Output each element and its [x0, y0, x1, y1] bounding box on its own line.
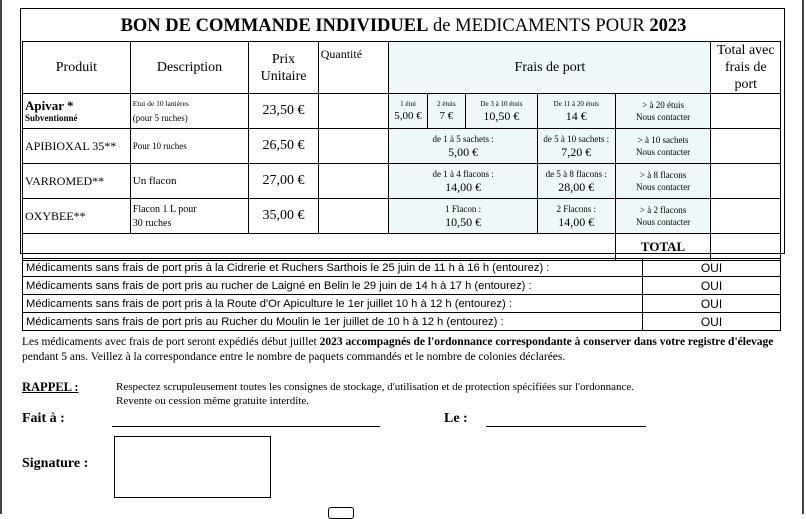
fee-value: 14 €: [565, 108, 587, 123]
fee-value: 10,50 €: [483, 108, 520, 123]
fee-value: 7,20 €: [561, 144, 592, 159]
total-cell[interactable]: [711, 199, 781, 234]
order-table: [22, 41, 781, 261]
quantity-cell[interactable]: [318, 94, 389, 129]
contact-text: Nous contacter: [635, 147, 691, 157]
header-quantite: Quantité: [318, 42, 389, 94]
fee-label: 2 Flacons :: [556, 203, 596, 214]
total-cell[interactable]: [711, 129, 781, 164]
product-desc: Pour 10 ruches: [130, 129, 249, 164]
product-desc-2: (pour 5 ruches): [132, 113, 188, 123]
contact-text: Nous contacter: [635, 217, 691, 227]
contact-threshold: > à 2 flacons: [639, 205, 687, 215]
signature-label: Signature :: [22, 456, 89, 471]
fee-label: de 5 à 10 sachets :: [543, 133, 610, 144]
product-desc: Un flacon: [130, 164, 249, 199]
fee-value: 7 €: [439, 109, 454, 122]
fee-value: 5,00 €: [394, 109, 422, 122]
product-price: 27,00 €: [249, 164, 318, 199]
product-row-apibioxal: [23, 129, 781, 164]
header-description: Description: [130, 42, 249, 94]
product-desc: Etui de 10 lanières: [132, 99, 189, 108]
rappel-line-2: Revente ou cession même gratuite interdite.: [116, 395, 310, 407]
total-row: [23, 234, 781, 261]
quantity-cell[interactable]: [318, 164, 389, 199]
pickup-text: Médicaments sans frais de port pris à la Route d'Or Apiculture le 1er juillet 10 h à 12 h (entourez) :: [23, 295, 643, 313]
fee-value: 14,00 €: [558, 214, 595, 229]
notes-part-1: Les médicaments avec frais de port seront expédiés début juillet: [22, 336, 320, 348]
product-name: APIBIOXAL 35**: [23, 129, 131, 164]
pickup-text: Médicaments sans frais de port pris au Rucher du Moulin le 1er juillet de 10 h à 12 h (entourez) :: [23, 313, 643, 331]
contact-text: Nous contacter: [635, 112, 691, 122]
pickup-choice[interactable]: OUI: [643, 295, 781, 313]
fait-label: Fait à :: [22, 411, 65, 426]
header-row: [23, 42, 781, 94]
pickup-row: [23, 277, 781, 295]
total-cell[interactable]: [711, 164, 781, 199]
notes-part-2: 2023 accompagnés de l'ordonnance correspondante à conserver dans votre registre d'élevage: [319, 336, 774, 348]
fee-value: 10,50 €: [445, 214, 482, 229]
total-label: TOTAL: [615, 234, 711, 261]
product-name: VARROMED**: [23, 164, 131, 199]
product-name: Apivar *: [25, 98, 74, 113]
contact-threshold: > à 8 flacons: [639, 170, 687, 180]
signature-box[interactable]: [114, 436, 271, 498]
pickup-text: Médicaments sans frais de port pris au rucher de Laigné en Belin le 29 juin de 14 h à 17 h (entourez) :: [23, 277, 643, 295]
checkbox[interactable]: [328, 507, 354, 519]
notes-part-3: pendant 5 ans. Veillez à la correspondance entre le nombre de paquets commandés et le nombre de colonies déclarées.: [22, 351, 566, 363]
grand-total-cell[interactable]: [711, 234, 781, 261]
header-produit: Produit: [23, 42, 131, 94]
contact-threshold: > à 10 sachets: [637, 135, 689, 145]
title-year: 2023: [649, 16, 687, 36]
total-row-blank: [23, 234, 616, 261]
quantity-cell[interactable]: [318, 199, 389, 234]
pickup-choice[interactable]: OUI: [643, 277, 781, 295]
form-title: [21, 11, 786, 41]
pickup-table: [22, 258, 781, 331]
header-frais: Frais de port: [389, 42, 711, 94]
product-row-varromed: [23, 164, 781, 199]
header-prix: Prix Unitaire: [249, 42, 318, 94]
fait-field[interactable]: [112, 426, 380, 427]
product-row-apivar: [23, 94, 781, 129]
fee-value: 14,00 €: [445, 179, 482, 194]
fee-label: de 1 à 4 flacons :: [432, 168, 494, 179]
pickup-choice[interactable]: OUI: [643, 313, 781, 331]
quantity-cell[interactable]: [318, 129, 389, 164]
product-price: 35,00 €: [249, 199, 318, 234]
product-desc: Flacon 1 L pour: [132, 203, 197, 215]
pickup-text: Médicaments sans frais de port pris à la Cidrerie et Ruchers Sarthois le 25 juin de 11 h à 16 h (entourez) :: [23, 259, 643, 277]
product-sub: Subventionné: [25, 113, 78, 123]
shipping-notes: [22, 335, 787, 365]
rappel-label: RAPPEL :: [22, 380, 79, 394]
fee-value: 5,00 €: [448, 144, 479, 159]
rappel-line-1: Respectez scrupuleusement toutes les consignes de stockage, d'utilisation et de protection spécifiées sur l'ordonnance.: [116, 381, 635, 393]
title-bold: BON DE COMMANDE INDIVIDUEL: [120, 16, 429, 36]
product-price: 26,50 €: [249, 129, 318, 164]
product-row-oxybee: [23, 199, 781, 234]
pickup-row: [23, 313, 781, 331]
fee-label: 2 étuis: [437, 99, 456, 108]
date-label: Le :: [444, 411, 468, 426]
fee-value: 28,00 €: [558, 179, 595, 194]
pickup-choice[interactable]: OUI: [643, 259, 781, 277]
contact-text: Nous contacter: [635, 182, 691, 192]
fee-label: 1 Flacon :: [445, 203, 482, 214]
pickup-row: [23, 295, 781, 313]
contact-threshold: > à 20 étuis: [642, 100, 684, 110]
title-mid: de MEDICAMENTS POUR: [428, 16, 650, 36]
fee-label: De 3 à 10 étuis: [480, 99, 523, 108]
date-field[interactable]: [486, 426, 646, 427]
fee-label: de 5 à 8 flacons :: [545, 168, 607, 179]
product-name: OXYBEE**: [23, 199, 131, 234]
fee-label: 1 étui: [400, 99, 416, 108]
product-price: 23,50 €: [249, 94, 318, 129]
total-cell[interactable]: [711, 94, 781, 129]
pickup-row: [23, 259, 781, 277]
product-desc-2: 30 ruches: [132, 217, 172, 229]
rappel-text: [116, 380, 756, 408]
fee-label: de 1 à 5 sachets :: [432, 133, 494, 144]
header-total: Total avec frais de port: [711, 42, 781, 94]
fee-label: De 11 à 20 étuis: [553, 99, 599, 108]
